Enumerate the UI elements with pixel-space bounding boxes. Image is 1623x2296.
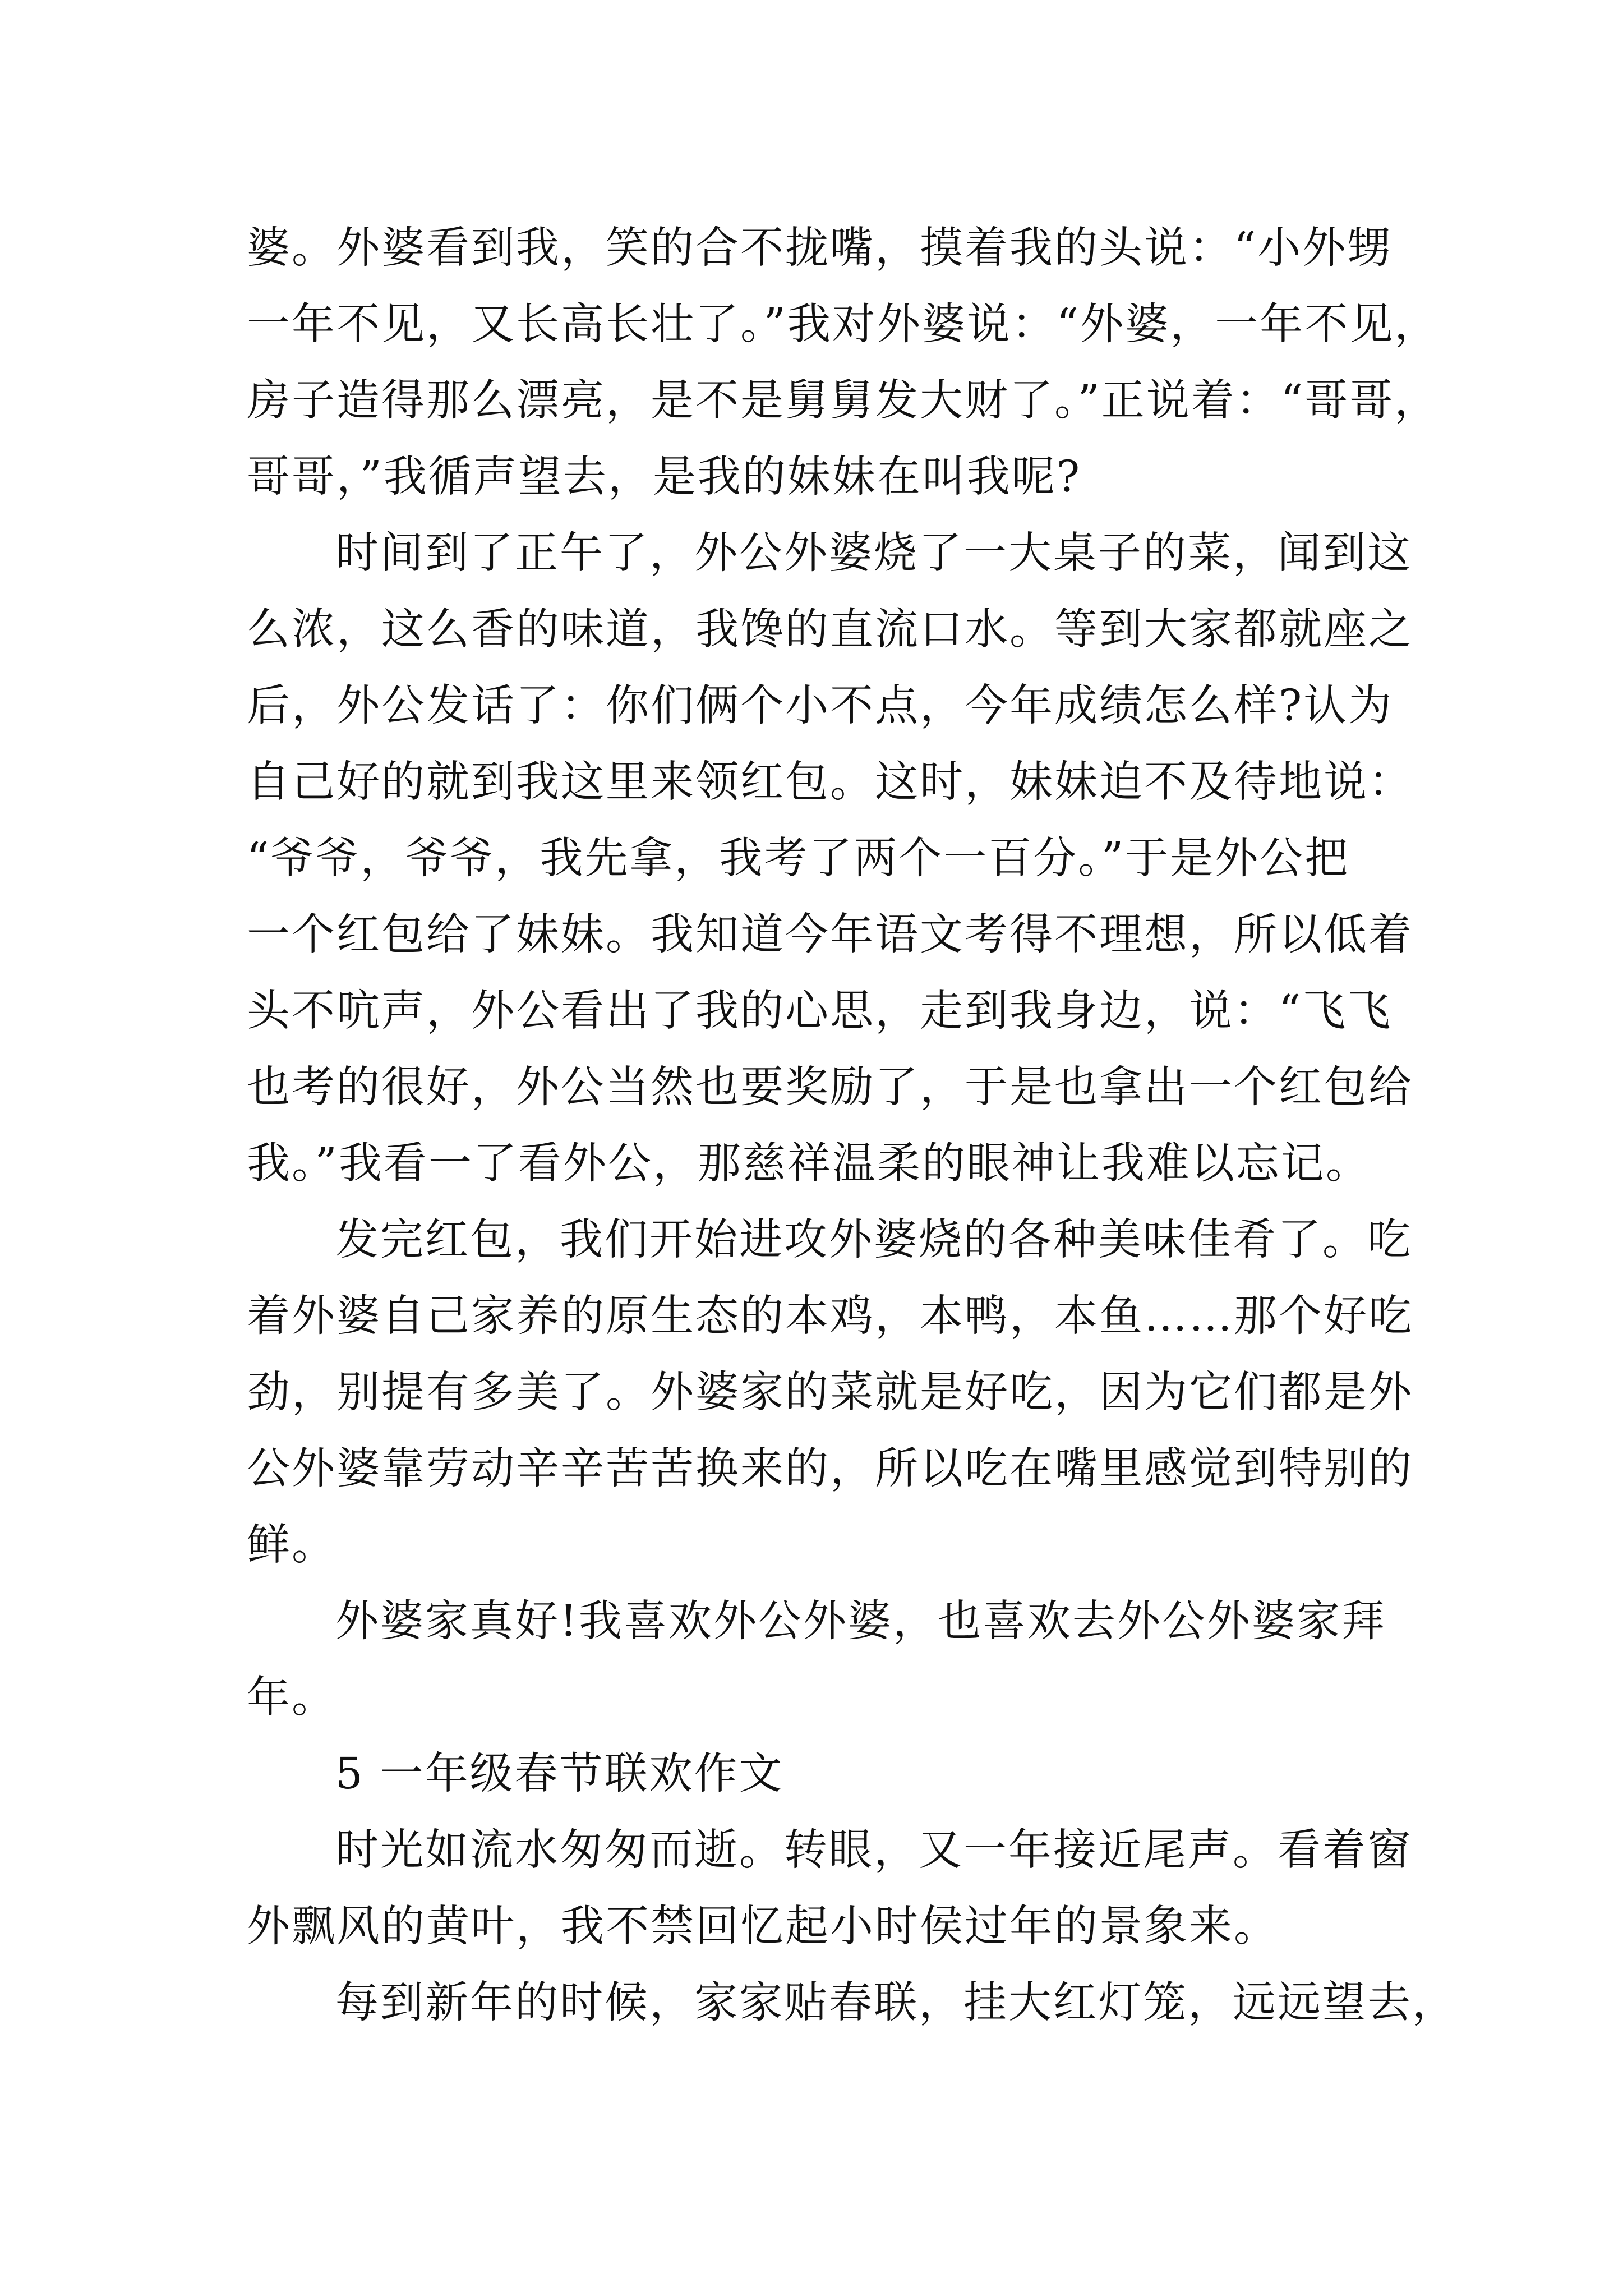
text-line: 一年不见，又长高长壮了。”我对外婆说：“外婆，一年不见， <box>247 300 1440 349</box>
text-line: 一个红包给了妹妹。我知道今年语文考得不理想，所以低着 <box>247 910 1413 960</box>
text-line: 婆。外婆看到我，笑的合不拢嘴，摸着我的头说：“小外甥 <box>247 223 1393 273</box>
text-line: 着外婆自己家养的原生态的本鸡，本鸭，本鱼……那个好吃 <box>247 1291 1413 1341</box>
text-line: 外飘风的黄叶，我不禁回忆起小时侯过年的景象来。 <box>247 1902 1279 1952</box>
paragraph-start-line: 每到新年的时候，家家贴春联，挂大红灯笼，远远望去， <box>335 1978 1457 2028</box>
paragraph-start-line: 发完红包，我们开始进攻外婆烧的各种美味佳肴了。吃 <box>335 1215 1412 1265</box>
paragraph-start-line: 外婆家真好!我喜欢外公外婆，也喜欢去外公外婆家拜 <box>335 1596 1386 1646</box>
text-line: 哥哥，”我循声望去，是我的妹妹在叫我呢? <box>247 452 1082 502</box>
text-line: 后，外公发话了：你们俩个小不点，今年成绩怎么样?认为 <box>247 681 1394 731</box>
essay-text <box>247 210 1457 2041</box>
text-line: 公外婆靠劳动辛辛苦苦换来的，所以吃在嘴里感觉到特别的 <box>247 1444 1413 1494</box>
text-line: 么浓，这么香的味道，我馋的直流口水。等到大家都就座之 <box>247 605 1413 655</box>
paragraph-start-line: 时间到了正午了，外公外婆烧了一大桌子的菜，闻到这 <box>335 528 1412 578</box>
text-line: 我。”我看一了看外公，那慈祥温柔的眼神让我难以忘记。 <box>247 1139 1371 1189</box>
text-line: 房子造得那么漂亮，是不是舅舅发大财了。”正说着：“哥哥， <box>247 376 1440 426</box>
section-heading: 5 一年级春节联欢作文 <box>335 1749 784 1799</box>
text-line: 年。 <box>247 1673 336 1723</box>
text-line: 劲，别提有多美了。外婆家的菜就是好吃，因为它们都是外 <box>247 1368 1413 1418</box>
text-line: 也考的很好，外公当然也要奖励了，于是也拿出一个红包给 <box>247 1062 1413 1112</box>
text-line: “爷爷，爷爷，我先拿，我考了两个一百分。”于是外公把 <box>247 834 1350 884</box>
text-line: 自己好的就到我这里来领红包。这时，妹妹迫不及待地说： <box>247 757 1413 807</box>
paragraph-start-line: 时光如流水匆匆而逝。转眼，又一年接近尾声。看着窗 <box>335 1825 1412 1875</box>
text-line: 头不吭声，外公看出了我的心思，走到我身边，说：“飞飞 <box>247 986 1393 1036</box>
text-line: 鲜。 <box>247 1520 336 1570</box>
